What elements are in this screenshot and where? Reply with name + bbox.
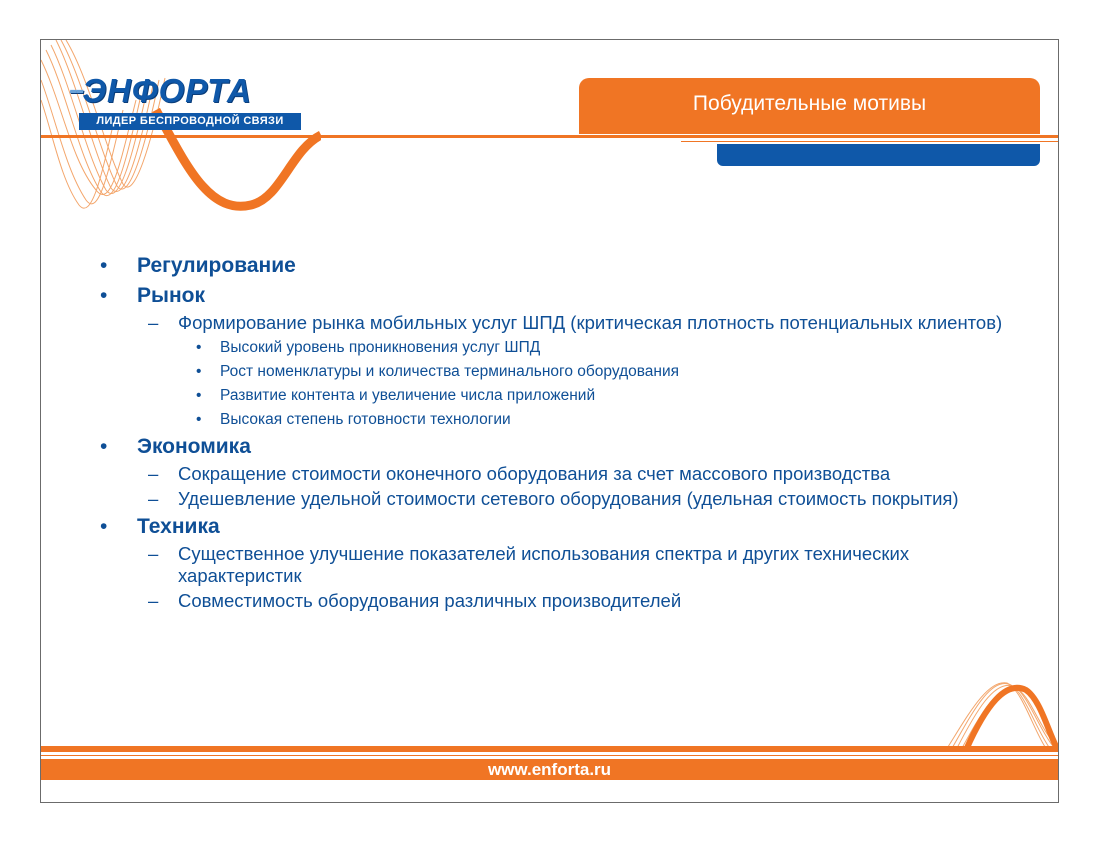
logo-subtitle: ЛИДЕР БЕСПРОВОДНОЙ СВЯЗИ [79,113,301,130]
section-regulation [96,252,1036,279]
list-item: • Высокий уровень проникновения услуг ШПД [96,337,1036,359]
list-item: • Развитие контента и увеличение числа приложений [96,385,1036,407]
slide [40,39,1059,803]
wave-decoration [41,40,321,220]
section-heading: Рынок [137,284,205,307]
section-heading: Регулирование [137,254,296,277]
list-item: – Совместимость оборудования различных производителей [148,590,682,611]
logo: --ЭНФОРТА [69,72,252,109]
footer-url[interactable]: www.enforta.ru [487,760,612,779]
bullet: • [196,363,202,380]
logo-text: ЭНФОРТА [82,72,252,109]
bullet: • [196,339,202,356]
bullet: • [196,411,202,428]
list-item: • Высокая степень готовности технологии [96,409,1036,431]
bullet: • [100,515,108,538]
dash: – [148,543,159,564]
dash: – [148,590,159,611]
title-underline-thin [681,141,1058,142]
list-item: – Сокращение стоимости оконечного оборудования за счет массового производства [148,463,891,484]
bullet: • [100,435,108,458]
title-underline [41,135,1058,138]
dash: – [148,488,159,509]
slide-title: Побудительные мотивы [692,92,927,115]
section-technology [96,513,1036,540]
dash: – [148,463,159,484]
list-item: – Удешевление удельной стоимости сетевого оборудования (удельная стоимость покрытия) [148,488,959,509]
list-item: • Рост номенклатуры и количества терминального оборудования [96,361,1036,383]
footer-divider [41,755,1058,756]
bullet: • [196,387,202,404]
wave-decoration [911,675,1058,755]
section-market [96,282,1036,309]
slide-content [96,252,1036,615]
footer-stripe [41,746,1058,752]
bullet: • [100,254,108,277]
list-item: – Существенное улучшение показателей использования спектра и других технических характеристик [148,543,910,586]
title-blue-bar [717,144,1040,166]
section-heading: Экономика [137,435,251,458]
dash: – [148,312,159,333]
bullet: • [100,284,108,307]
section-economy [96,433,1036,460]
section-heading: Техника [137,515,220,538]
list-item: – Формирование рынка мобильных услуг ШПД (критическая плотность потенциальных клиентов) [148,312,1003,333]
